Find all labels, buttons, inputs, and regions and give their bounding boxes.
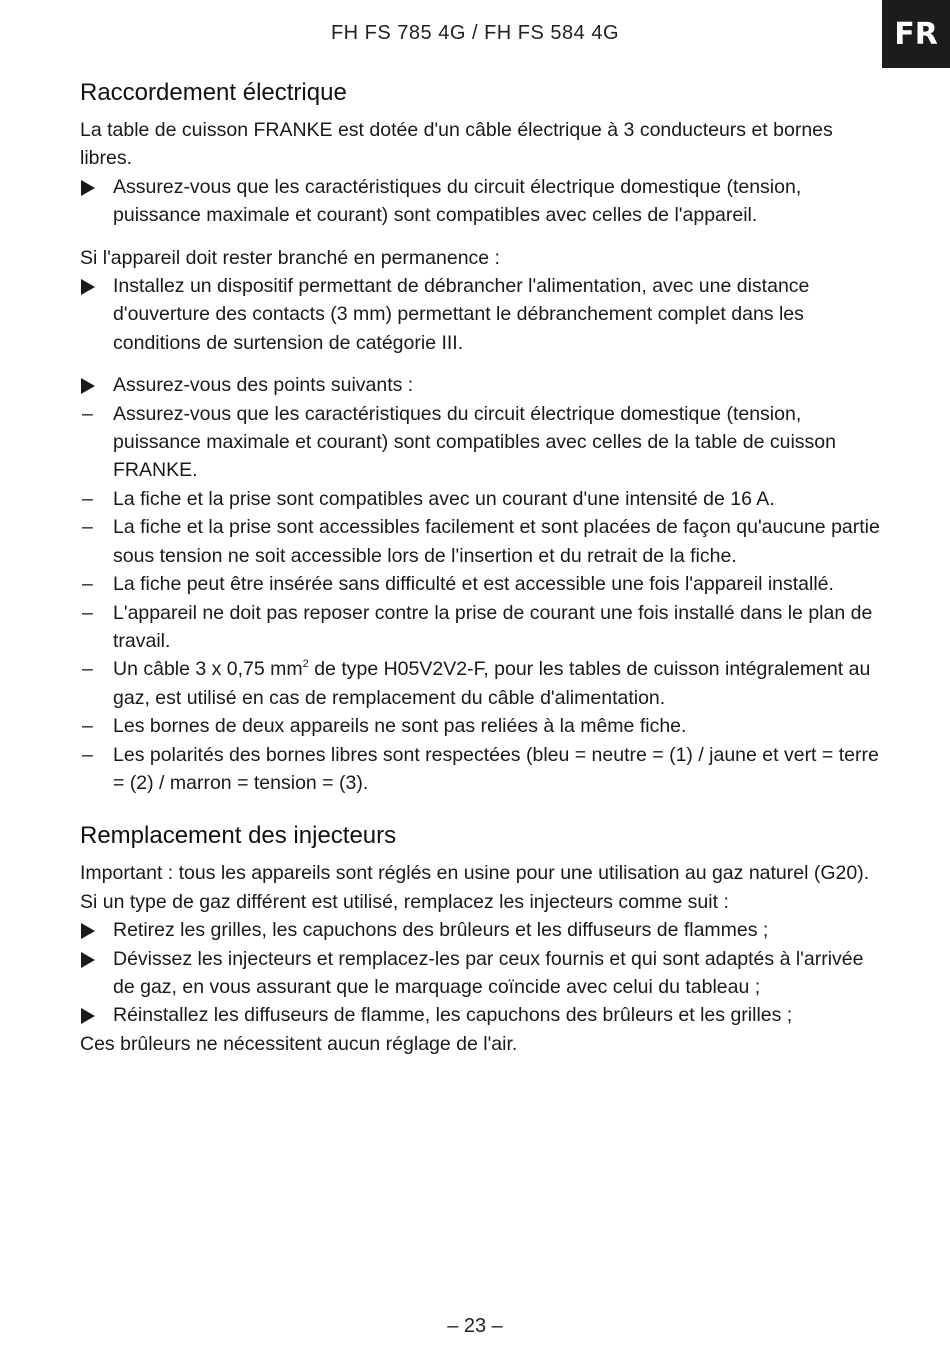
- dash-text: La fiche et la prise sont accessibles facilement et sont placées de façon qu'aucune partie sous tension ne soit accessible lors de l'insertion et du retrait de la fiche.: [113, 516, 880, 567]
- page-content: [80, 76, 880, 1058]
- bullet-text: Assurez-vous que les caractéristiques du circuit électrique domestique (tension, puissance maximale et courant) sont compatibles avec celles de l'appareil.: [113, 175, 802, 227]
- dash-item: [80, 712, 880, 740]
- dash-marker: –: [82, 715, 93, 738]
- superscript-two: 2: [302, 658, 309, 671]
- bullet-item: [80, 371, 880, 399]
- page-number: – 23 –: [447, 1315, 503, 1337]
- document-header-title: FH FS 785 4G / FH FS 584 4G: [330, 22, 620, 44]
- triangle-bullet-icon: [81, 279, 95, 295]
- paragraph-gas-intro: Si un type de gaz différent est utilisé, remplacez les injecteurs comme suit :: [80, 890, 729, 913]
- section-title-injectors: Remplacement des injecteurs: [80, 822, 397, 850]
- dash-text: La fiche peut être insérée sans difficulté et est accessible une fois l'appareil installé.: [113, 573, 834, 596]
- dash-marker: –: [82, 402, 93, 425]
- dash-item: [80, 741, 880, 798]
- bullet-text: Retirez les grilles, les capuchons des brûleurs et les diffuseurs de flammes ;: [113, 919, 769, 942]
- paragraph-permanent: Si l'appareil doit rester branché en permanence :: [80, 246, 500, 269]
- triangle-bullet-icon: [81, 1008, 95, 1024]
- dash-marker: –: [82, 516, 93, 539]
- triangle-bullet-icon: [81, 923, 95, 939]
- bullet-item: [80, 272, 880, 357]
- dash-item: [80, 599, 880, 656]
- dash-text: Les polarités des bornes libres sont respectées (bleu = neutre = (1) / jaune et vert = terre = (2) / marron = tension = (3).: [113, 743, 879, 794]
- dash-item: [80, 513, 880, 570]
- dash-text-cable: [113, 658, 870, 708]
- bullet-item: [80, 945, 880, 1002]
- language-badge: FR: [882, 0, 950, 68]
- cable-text-end: de type H05V2V2-F, pour les tables de cuisson intégralement au gaz, est utilisé en cas de remplacement du câble d'alimentation.: [113, 658, 871, 709]
- dash-text: Les bornes de deux appareils ne sont pas reliées à la même fiche.: [113, 715, 687, 738]
- dash-item: [80, 400, 880, 485]
- dash-text: La fiche et la prise sont compatibles avec un courant d'une intensité de 16 A.: [113, 487, 775, 510]
- dash-text: L'appareil ne doit pas reposer contre la prise de courant une fois installé dans le plan de travail.: [113, 601, 873, 652]
- dash-marker: –: [82, 573, 93, 596]
- bullet-text: Installez un dispositif permettant de débrancher l'alimentation, avec une distance d'ouverture des contacts (3 mm) permettant le débranchement complet dans les conditions de surtension de catégorie III.: [113, 275, 810, 354]
- dash-text: Assurez-vous que les caractéristiques du circuit électrique domestique (tension, puissance maximale et courant) sont compatibles avec celles de la table de cuisson FRANKE.: [113, 402, 836, 482]
- bullet-item: [80, 1001, 880, 1029]
- triangle-bullet-icon: [81, 952, 95, 968]
- triangle-bullet-icon: [81, 180, 95, 196]
- paragraph-important: Important : tous les appareils sont réglés en usine pour une utilisation au gaz naturel (G20).: [80, 862, 870, 885]
- dash-marker: –: [82, 487, 93, 510]
- cable-text-start: Un câble 3 x 0,75 mm: [113, 658, 303, 681]
- dash-marker: –: [82, 658, 93, 681]
- triangle-bullet-icon: [81, 378, 95, 394]
- bullet-text: Assurez-vous des points suivants :: [113, 374, 414, 397]
- paragraph-intro: La table de cuisson FRANKE est dotée d'un câble électrique à 3 conducteurs et bornes libres.: [80, 119, 833, 170]
- dash-item: [80, 655, 880, 712]
- dash-marker: –: [82, 601, 93, 624]
- dash-item: [80, 485, 880, 513]
- bullet-text: Réinstallez les diffuseurs de flamme, les capuchons des brûleurs et les grilles ;: [113, 1004, 793, 1027]
- paragraph-closing: Ces brûleurs ne nécessitent aucun réglage de l'air.: [80, 1032, 518, 1055]
- bullet-item: [80, 173, 880, 230]
- bullet-text: Dévissez les injecteurs et remplacez-les par ceux fournis et qui sont adaptés à l'arrivée de gaz, en vous assurant que le marquage coïncide avec celui du tableau ;: [113, 947, 864, 998]
- dash-item: [80, 570, 880, 598]
- bullet-item: [80, 916, 880, 944]
- section-title-electrical: Raccordement électrique: [80, 79, 347, 106]
- dash-marker: –: [82, 743, 93, 766]
